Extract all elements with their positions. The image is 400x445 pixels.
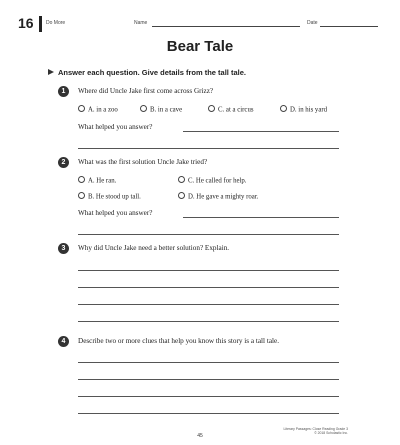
play-triangle-icon [48, 69, 54, 75]
header-page-number: 16 [18, 15, 34, 31]
page-title: Bear Tale [166, 38, 234, 55]
header-section-tag: Do More [46, 20, 66, 26]
q3-answer-line[interactable] [78, 270, 339, 271]
q3-answer-line[interactable] [78, 304, 339, 305]
footer-credit-line: © 2018 Scholastic Inc. [314, 431, 348, 436]
q1-option-d[interactable]: D. in his yard [280, 105, 327, 114]
q4-answer-line[interactable] [78, 413, 339, 414]
q1-followup-label: What helped you answer? [78, 123, 153, 131]
q2-option-c[interactable]: C. He called for help. [178, 176, 247, 185]
q4-answer-line[interactable] [78, 362, 339, 363]
q2-option-d[interactable]: D. He gave a mighty roar. [178, 192, 258, 201]
question-4-number-icon: 4 [58, 336, 69, 347]
question-1-number-icon: 1 [58, 86, 69, 97]
header-divider [39, 16, 42, 32]
question-1-text: Where did Uncle Jake first come across Grizz? [78, 87, 214, 95]
q4-answer-line[interactable] [78, 396, 339, 397]
page-header [18, 14, 390, 34]
q1-option-b[interactable]: B. in a cave [140, 105, 182, 114]
question-4-text: Describe two or more clues that help you know this story is a tall tale. [78, 337, 280, 345]
q3-answer-line[interactable] [78, 287, 339, 288]
name-label: Name [134, 20, 148, 26]
radio-circle-icon [280, 105, 287, 112]
q1-answer-line[interactable] [183, 131, 339, 132]
q2-option-b[interactable]: B. He stood up tall. [78, 192, 141, 201]
q2-answer-line[interactable] [183, 217, 339, 218]
q4-answer-line[interactable] [78, 379, 339, 380]
q3-answer-line[interactable] [78, 321, 339, 322]
radio-circle-icon [178, 176, 185, 183]
footer-credit-line: Literary Passages: Close Reading Grade 3 [283, 427, 348, 431]
instructions-text: Answer each question. Give details from the tall tale. [58, 68, 246, 77]
radio-circle-icon [208, 105, 215, 112]
q2-option-a[interactable]: A. He ran. [78, 176, 116, 185]
question-3-text: Why did Uncle Jake need a better solution? Explain. [78, 244, 230, 252]
q2-followup-label: What helped you answer? [78, 209, 153, 217]
instructions [58, 68, 246, 77]
date-field[interactable] [320, 26, 378, 27]
question-3-number-icon: 3 [58, 243, 69, 254]
radio-circle-icon [78, 105, 85, 112]
radio-circle-icon [78, 192, 85, 199]
name-field[interactable] [152, 26, 300, 27]
footer-page-number: 45 [197, 433, 203, 439]
q1-option-a[interactable]: A. in a zoo [78, 105, 118, 114]
question-2-text: What was the first solution Uncle Jake tried? [78, 158, 208, 166]
radio-circle-icon [178, 192, 185, 199]
question-2-number-icon: 2 [58, 157, 69, 168]
radio-circle-icon [78, 176, 85, 183]
radio-circle-icon [140, 105, 147, 112]
q1-option-c[interactable]: C. at a circus [208, 105, 253, 114]
date-label: Date [307, 20, 318, 26]
q2-answer-line[interactable] [78, 234, 339, 235]
q1-answer-line[interactable] [78, 148, 339, 149]
